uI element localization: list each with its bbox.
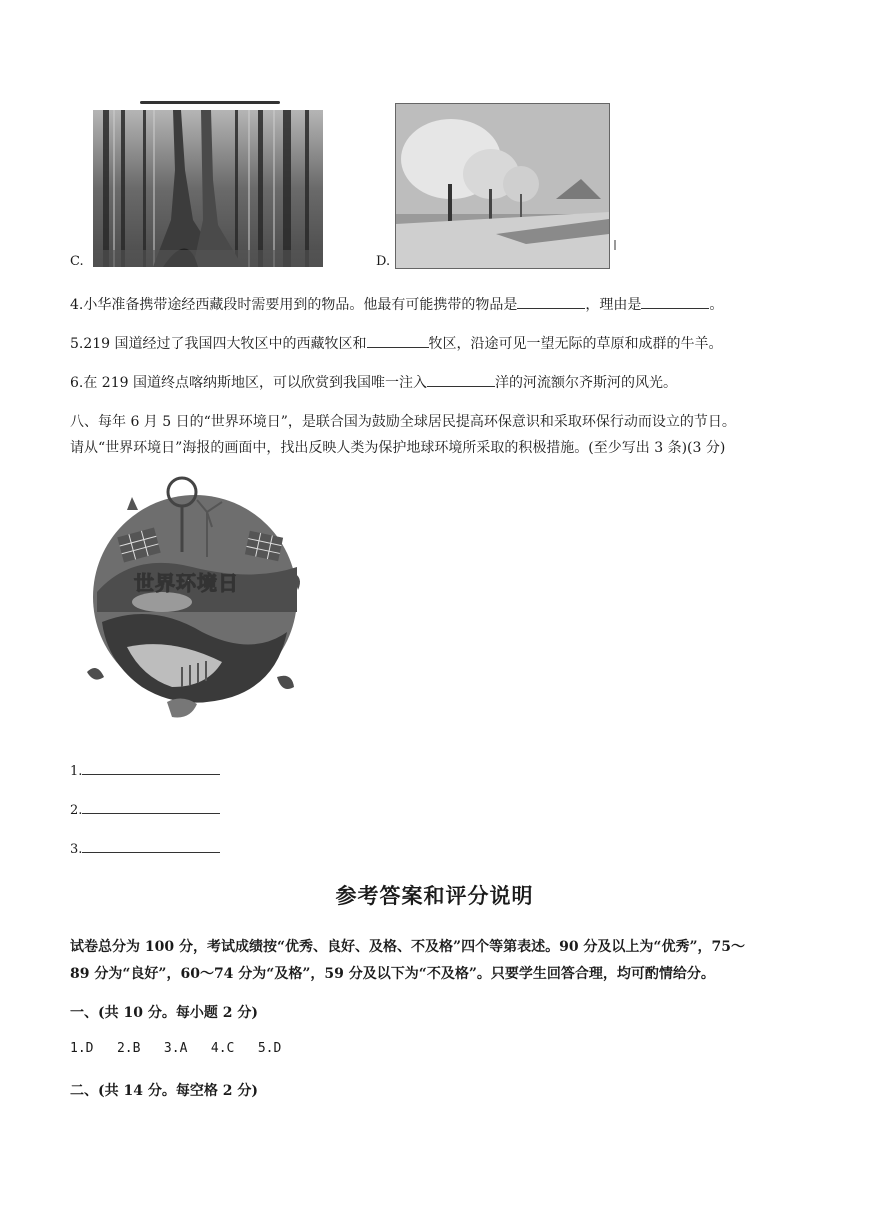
- q4-blank-reason[interactable]: [641, 294, 709, 309]
- q4-blank-item[interactable]: [517, 294, 585, 309]
- photo-d-edge-mark: [614, 240, 616, 250]
- question-8-line-1: 八、每年 6 月 5 日的“世界环境日”，是联合国为鼓励全球居民提高环保意识和采取环保行动而设立的节日。: [70, 414, 736, 430]
- answer-line-1: [70, 762, 220, 779]
- question-6: [70, 372, 677, 392]
- option-d-label: D.: [376, 254, 391, 269]
- forest-image: [93, 110, 323, 267]
- photo-c-top-edge: [140, 101, 280, 104]
- q5-text-b: 牧区，沿途可见一望无际的草原和成群的牛羊。: [428, 336, 723, 352]
- answer-line-3-number: 3.: [70, 842, 83, 857]
- answer-line-2-number: 2.: [70, 803, 83, 818]
- q6-text-a: 6.在 219 国道终点喀纳斯地区，可以欣赏到我国唯一注入: [70, 375, 427, 391]
- q4-text-a: 4.小华准备携带途经西藏段时需要用到的物品。他最有可能携带的物品是: [70, 297, 518, 313]
- option-c-label: C.: [70, 254, 84, 269]
- answer-key-title: 参考答案和评分说明: [335, 883, 534, 908]
- answer-line-2: [70, 801, 220, 818]
- q4-text-c: 。: [709, 297, 724, 313]
- section-2-heading: 二、(共 14 分。每空格 2 分): [70, 1083, 258, 1099]
- q5-blank-pasture[interactable]: [367, 333, 429, 348]
- q5-text-a: 5.219 国道经过了我国四大牧区中的西藏牧区和: [70, 336, 367, 352]
- q4-text-b: ，理由是: [585, 297, 642, 313]
- question-8-line-2: 请从“世界环境日”海报的画面中，找出反映人类为保护地球环境所采取的积极措施。(至少写出 3 条)(3 分): [70, 440, 726, 456]
- answer-blank-3[interactable]: [82, 840, 220, 853]
- answer-blank-1[interactable]: [82, 762, 220, 775]
- answer-line-3: [70, 840, 220, 857]
- photo-option-c: [93, 110, 323, 267]
- winter-tree-image: [396, 104, 609, 268]
- environment-day-poster: [72, 472, 312, 734]
- photo-option-d: [395, 103, 610, 269]
- answer-key-intro-line-2: 89 分为“良好”，60～74 分为“及格”，59 分及以下为“不及格”。只要学生回答合理，均可酌情给分。: [70, 966, 715, 982]
- section-1-answers: 1.D 2.B 3.A 4.C 5.D: [70, 1041, 282, 1056]
- answer-line-1-number: 1.: [70, 764, 83, 779]
- question-4: [70, 294, 723, 314]
- poster-title: 世界环境日: [134, 571, 239, 595]
- question-5: [70, 333, 723, 353]
- answer-blank-2[interactable]: [82, 801, 220, 814]
- q6-text-b: 洋的河流额尔齐斯河的风光。: [494, 375, 677, 391]
- q6-blank-ocean[interactable]: [427, 372, 495, 387]
- section-1-heading: 一、(共 10 分。每小题 2 分): [70, 1005, 258, 1021]
- answer-key-intro-line-1: 试卷总分为 100 分，考试成绩按“优秀、良好、及格、不及格”四个等第表述。90 分及以上为“优秀”，75～: [70, 939, 746, 955]
- globe-illustration: [72, 472, 312, 734]
